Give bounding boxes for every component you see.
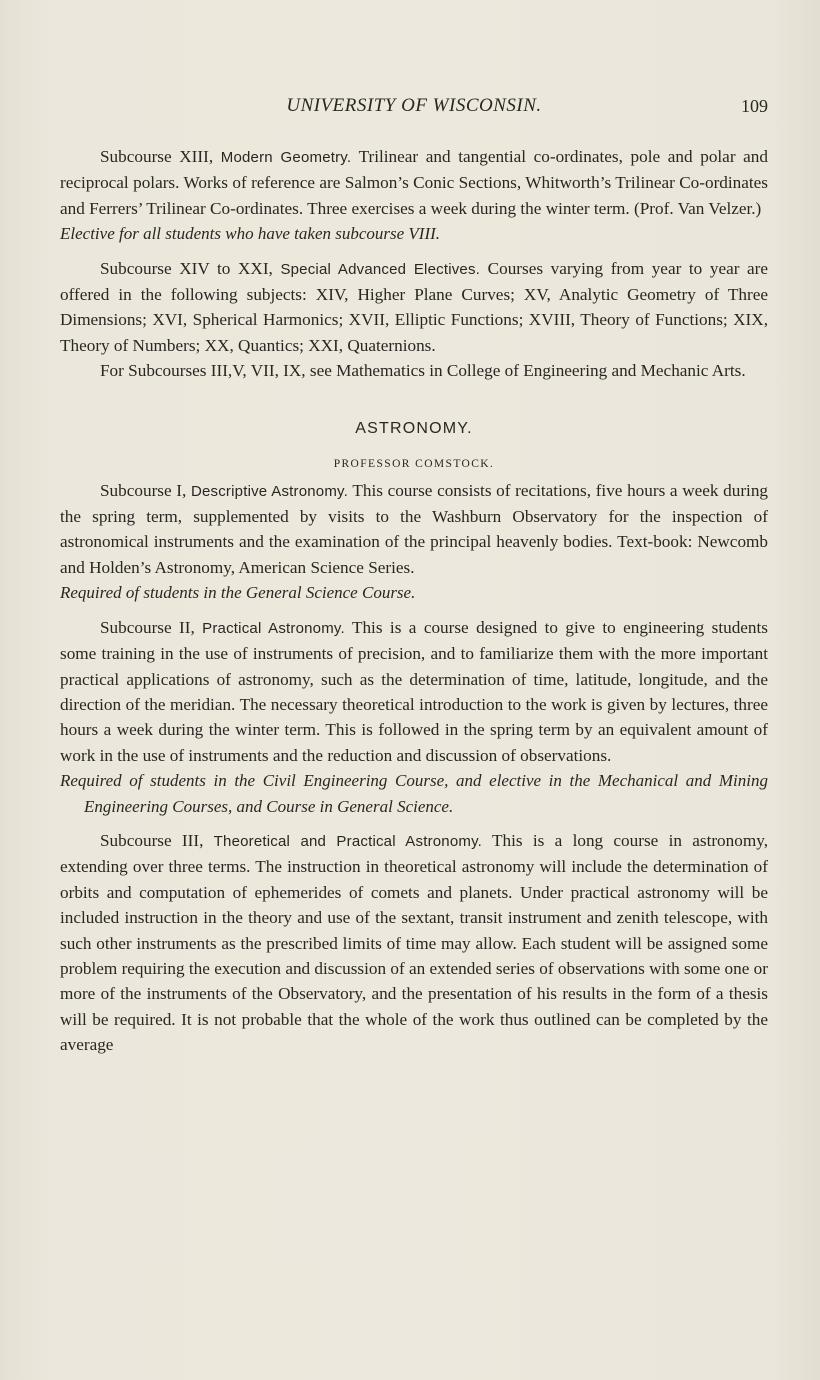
astronomy-heading: ASTRONOMY. — [355, 419, 473, 437]
running-title: UNIVERSITY OF WISCONSIN. — [286, 95, 542, 116]
astronomy-subcourse-2-title: Practical Astronomy. — [202, 619, 345, 637]
astronomy-subcourse-1-body: This course consists of recitations, five hours a week during the spring term, supplemented by visits to the Washburn Observatory for the inspection of astronomical instruments and the examination of the principal heavenly bodies. Text-book: Newcomb and Holden’s Astronomy, American Science Series. — [60, 480, 769, 577]
subcourse-13-note: Elective for all students who have taken subcourse VIII. — [60, 224, 441, 244]
astronomy-subcourse-3-title: Theoretical and Practical Astronomy. — [213, 832, 483, 850]
subcourse-13-paragraph — [60, 144, 768, 221]
astronomy-subcourse-2-prefix: Subcourse II, — [100, 617, 203, 637]
professor-name: PROFESSOR COMSTOCK. — [333, 457, 495, 470]
subcourses-reference-note: For Subcourses III,V, VII, IX, see Mathematics in College of Engineering and Mechanic Arts. — [100, 361, 746, 381]
subcourse-14-title: Special Advanced Electives. — [280, 260, 481, 278]
subcourse-13-body: Trilinear and tangential co-ordinates, pole and polar and reciprocal polars. Works of reference are Salmon’s Conic Sections, Whitworth’s Trilinear Co-ordinates and Ferrers’ Trilinear Co-ordinates. Three exercises a week during the winter term. (Prof. Van Velzer.) — [60, 147, 768, 218]
page-header — [60, 95, 768, 123]
astronomy-subcourse-1-paragraph — [60, 478, 768, 581]
astronomy-subcourse-2-note: Required of students in the Civil Engineering Course, and elective in the Mechanical and Mining Engineering Courses, and Course in General Science. — [60, 771, 768, 816]
astronomy-subcourse-2-body: This is a course designed to give to engineering students some training in the use of instruments of precision, and to familiarize them with the more important practical applications of astronomy, such as the determination of time, latitude, longitude, and the direction of the meridian. The necessary theoretical introduction to the work is given by lectures, three hours a week during the winter term. This is followed in the spring term by an equivalent amount of work in the use of instruments and the reduction and discussion of observations. — [60, 617, 768, 765]
subcourse-14-prefix: Subcourse XIV to XXI, — [100, 258, 281, 278]
astronomy-subcourse-2-paragraph — [60, 615, 768, 768]
astronomy-subcourse-1-note: Required of students in the General Science Course. — [60, 583, 416, 603]
subcourse-13-title: Modern Geometry. — [220, 149, 352, 166]
astronomy-subcourse-1-prefix: Subcourse I, — [100, 480, 191, 500]
astronomy-subcourse-3-prefix: Subcourse III, — [100, 830, 214, 850]
subcourse-14-paragraph — [60, 256, 768, 359]
page-content — [60, 144, 768, 1058]
astronomy-subcourse-3-body: This is a long course in astronomy, extending over three terms. The instruction in theoretical astronomy will include the determination of orbits and computation of ephemerides of comets and planets. Under practical astronomy will be included instruction in the theory and use of the sextant, transit instrument and zenith telescope, with such other instruments as the prescribed limits of time may allow. Each student will be assigned some problem requiring the execution and discussion of an extended series of observations with some one or more of the instruments of the Observatory, and the presentation of his results in the form of a thesis will be required. It is not probable that the whole of the work thus outlined can be completed by the average — [60, 830, 768, 1055]
astronomy-subcourse-1-title: Descriptive Astronomy. — [190, 482, 348, 500]
subcourse-13-prefix: Subcourse XIII, — [100, 147, 221, 166]
subcourse-14-body: Courses varying from year to year are offered in the following subjects: XIV, Higher Plane Curves; XV, Analytic Geometry of Three Dimensions; XVI, Spherical Harmonics; XVII, Elliptic Functions; XVIII, Theory of Functions; XIX, Theory of Numbers; XX, Quantics; XXI, Quaternions. — [60, 258, 768, 355]
page-number: 109 — [741, 96, 768, 116]
astronomy-subcourse-3-paragraph — [60, 828, 768, 1058]
